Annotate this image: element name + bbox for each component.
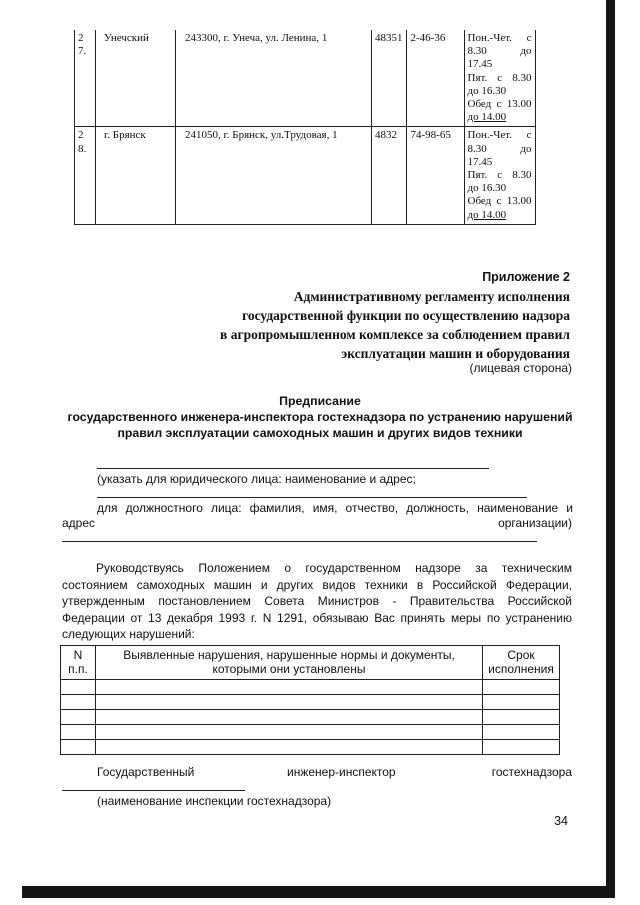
appendix-line: в агропромышленном комплексе за соблюдением правил	[220, 327, 570, 342]
header-number	[61, 646, 96, 680]
header-text: Выявленные нарушения, нарушенные нормы и документы,	[123, 648, 455, 662]
row-number-part: 7.	[78, 45, 87, 58]
header-deadline	[483, 646, 560, 680]
phone-number-cell: 74-98-65	[406, 127, 464, 224]
phone-number-cell: 2-46-36	[406, 30, 464, 127]
header-text: N	[73, 648, 83, 662]
table-cell	[96, 710, 483, 725]
working-hours-cell	[464, 127, 535, 224]
table-cell	[96, 725, 483, 740]
hours-line: Пон.-Чет. с	[467, 129, 532, 142]
table-cell	[483, 695, 560, 710]
hours-line: Обед с 13.00	[467, 195, 532, 208]
table-cell	[96, 695, 483, 710]
inspection-name-fill-line	[62, 790, 245, 791]
signature-word: гостехнадзора	[491, 765, 572, 779]
official-hint-line-1: для должностного лица: фамилия, имя, отчество, должность, наименование и	[97, 501, 573, 515]
inspection-name-hint: (наименование инспекции гостехнадзора)	[97, 794, 332, 808]
signature-word: инженер-инспектор	[287, 765, 396, 779]
table-cell	[61, 680, 96, 695]
phone-code-cell: 4832	[372, 127, 407, 224]
table-row	[61, 710, 560, 725]
table-cell	[96, 740, 483, 755]
hours-line: 8.30 до	[467, 142, 532, 155]
table-cell	[61, 725, 96, 740]
row-number-cell	[75, 127, 96, 224]
violations-table	[60, 645, 560, 755]
hours-line: 17.45	[467, 155, 493, 168]
form-subtitle: правил эксплуатации самоходных машин и других видов техники	[117, 426, 523, 440]
table-cell	[483, 710, 560, 725]
header-text: п.п.	[68, 662, 88, 676]
office-name-cell: Унечский	[96, 30, 176, 127]
hours-line: до 16.30	[467, 182, 507, 195]
hours-line: 8.30 до	[467, 45, 532, 58]
official-hint-address: адрес	[62, 516, 96, 530]
table-cell	[61, 710, 96, 725]
basis-paragraph	[62, 560, 572, 643]
form-title-block	[40, 393, 600, 441]
hours-line: до 14.00	[467, 111, 507, 124]
table-row	[61, 740, 560, 755]
inspection-offices-table	[74, 30, 536, 225]
appendix-title: Приложение 2	[482, 270, 570, 284]
official-fill-line	[97, 497, 527, 498]
hours-line: до 16.30	[467, 84, 507, 97]
appendix-heading	[220, 268, 570, 363]
row-number-part: 2	[78, 32, 84, 44]
row-number-part: 8.	[78, 142, 87, 155]
hours-line: Пон.-Чет. с	[467, 32, 532, 44]
header-text: исполнения	[488, 662, 554, 676]
office-address-cell: 241050, г. Брянск, ул.Трудовая, 1	[176, 127, 372, 224]
office-address-cell: 243300, г. Унеча, ул. Ленина, 1	[176, 30, 372, 127]
header-violations	[96, 646, 483, 680]
scan-border-bottom	[22, 886, 615, 898]
table-row	[61, 680, 560, 695]
header-text: Срок	[507, 648, 535, 662]
table-header-row	[61, 646, 560, 680]
page-number: 34	[554, 814, 568, 828]
table-row	[75, 127, 536, 224]
legal-entity-fill-line	[97, 468, 489, 469]
working-hours-cell	[464, 30, 535, 127]
appendix-line: Административному регламенту исполнения	[293, 289, 570, 304]
table-cell	[483, 725, 560, 740]
appendix-line: государственной функции по осуществлению надзора	[242, 308, 570, 323]
basis-paragraph-text: Руководствуясь Положением о государственном надзоре за техническим состоянием самоходных машин и других видов техники в Российской Федерации, утвержденным постановлением Совета Министров - Правительства Российской Федерации от 13 декабря 1993 г. N 1291, обязываю Вас принять меры по устранению следующих нарушений:	[62, 561, 572, 641]
hours-line: Пят. с 8.30	[467, 71, 532, 84]
table-row	[61, 725, 560, 740]
hours-line: Обед с 13.00	[467, 98, 532, 111]
table-cell	[96, 680, 483, 695]
office-name-cell: г. Брянск	[96, 127, 176, 224]
phone-code-cell: 48351	[372, 30, 407, 127]
legal-entity-hint: (указать для юридического лица: наименование и адрес;	[97, 472, 416, 486]
row-number-cell	[75, 30, 96, 127]
header-text: которыми они установлены	[212, 662, 366, 676]
appendix-line: эксплуатации машин и оборудования	[341, 346, 570, 361]
row-number-part: 2	[78, 129, 84, 142]
hours-line: 17.45	[467, 58, 493, 71]
table-cell	[483, 740, 560, 755]
table-cell	[61, 695, 96, 710]
side-note: (лицевая сторона)	[469, 361, 572, 375]
table-cell	[483, 680, 560, 695]
form-subtitle: государственного инженера-инспектора гостехнадзора по устранению нарушений	[67, 410, 573, 424]
official-hint-organization: организации)	[498, 516, 572, 530]
table-row	[75, 30, 536, 127]
signature-word: Государственный	[97, 765, 195, 779]
hours-line: Пят. с 8.30	[467, 169, 532, 182]
form-title: Предписание	[279, 394, 361, 408]
table-cell	[61, 740, 96, 755]
hours-line: до 14.00	[467, 208, 507, 221]
table-row	[61, 695, 560, 710]
scan-border-right	[606, 0, 615, 893]
address-fill-line	[62, 541, 537, 542]
